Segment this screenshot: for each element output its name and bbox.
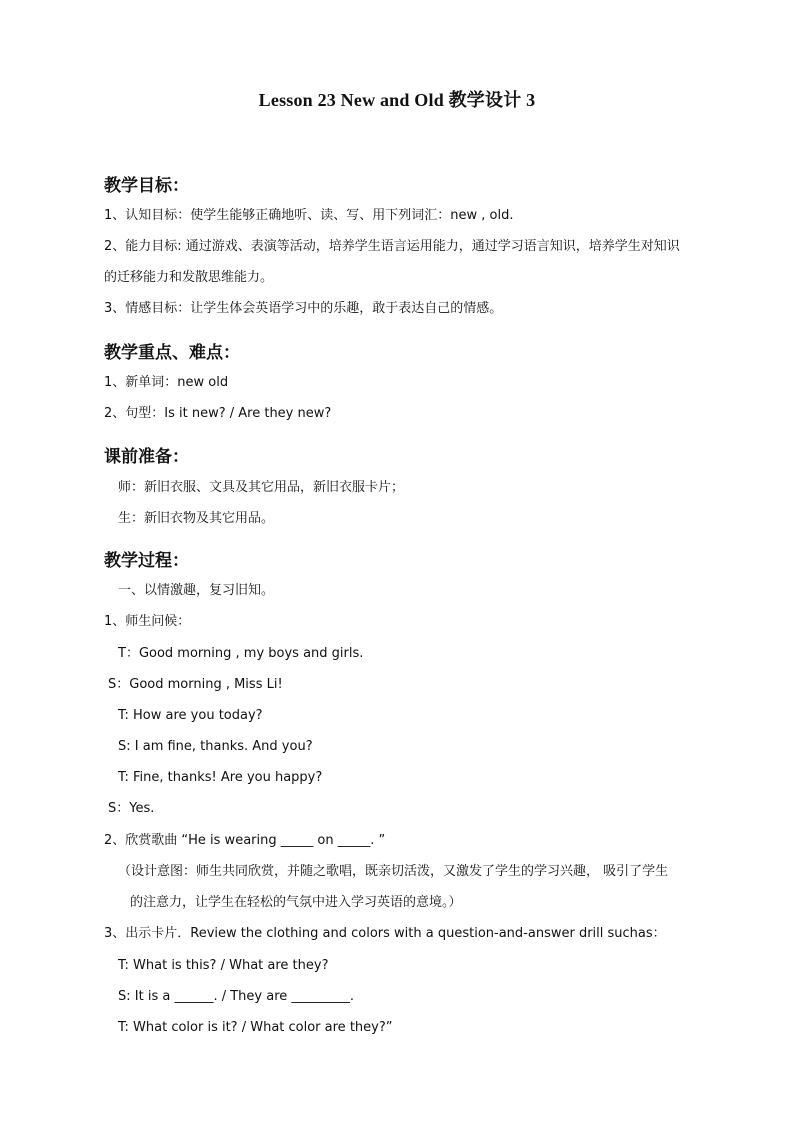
heading-process: 教学过程：: [104, 551, 189, 571]
goal-2-line1: 2、能力目标: 通过游戏、表演等活动，培养学生语言运用能力，通过学习语言知识，培养学生对知识: [104, 239, 680, 254]
dialog-line-3: T: How are you today?: [118, 708, 263, 723]
prep-student: 生：新旧衣物及其它用品。: [118, 511, 275, 526]
drill-line-2: S: It is a ______. / They are _________.: [118, 989, 355, 1004]
design-note-line1: （设计意图：师生共同欣赏，并随之歌唱，既亲切活泼，又激发了学生的学习兴趣， 吸引了学生: [118, 864, 669, 879]
heading-goals: 教学目标：: [104, 176, 189, 196]
heading-key-points: 教学重点、难点：: [104, 343, 240, 363]
dialog-line-6: S：Yes.: [108, 801, 155, 816]
goal-3: 3、情感目标：让学生体会英语学习中的乐趣，敢于表达自己的情感。: [104, 301, 503, 316]
goal-1: 1、认知目标：使学生能够正确地听、读、写、用下列词汇：new , old.: [104, 208, 514, 223]
key-point-1: 1、新单词：new old: [104, 375, 229, 390]
goal-2-line2: 的迁移能力和发散思维能力。: [104, 270, 274, 285]
drill-line-3: T: What color is it? / What color are they?”: [118, 1020, 393, 1035]
dialog-line-5: T: Fine, thanks! Are you happy?: [118, 770, 323, 785]
dialog-line-1: T：Good morning , my boys and girls.: [118, 646, 364, 661]
dialog-line-4: S: I am fine, thanks. And you?: [118, 739, 313, 754]
drill-line-1: T: What is this? / What are they?: [118, 958, 329, 973]
heading-preparation: 课前准备：: [104, 447, 189, 467]
step-one: 一、以情激趣，复习旧知。: [118, 583, 275, 598]
step-3-cards: 3、出示卡片．Review the clothing and colors with a question-and-answer drill suchas：: [104, 926, 666, 941]
page-title: Lesson 23 New and Old 教学设计 3: [258, 90, 536, 110]
prep-teacher: 师：新旧衣服、文具及其它用品，新旧衣服卡片；: [118, 480, 405, 495]
step-2-song: 2、欣赏歌曲 “He is wearing _____ on _____. ”: [104, 833, 386, 848]
step-1-greeting: 1、师生问候：: [104, 614, 191, 629]
design-note-line2: 的注意力，让学生在轻松的气氛中进入学习英语的意境。）: [130, 895, 462, 910]
dialog-line-2: S：Good morning , Miss Li!: [108, 677, 283, 692]
key-point-2: 2、句型：Is it new? / Are they new?: [104, 406, 332, 421]
